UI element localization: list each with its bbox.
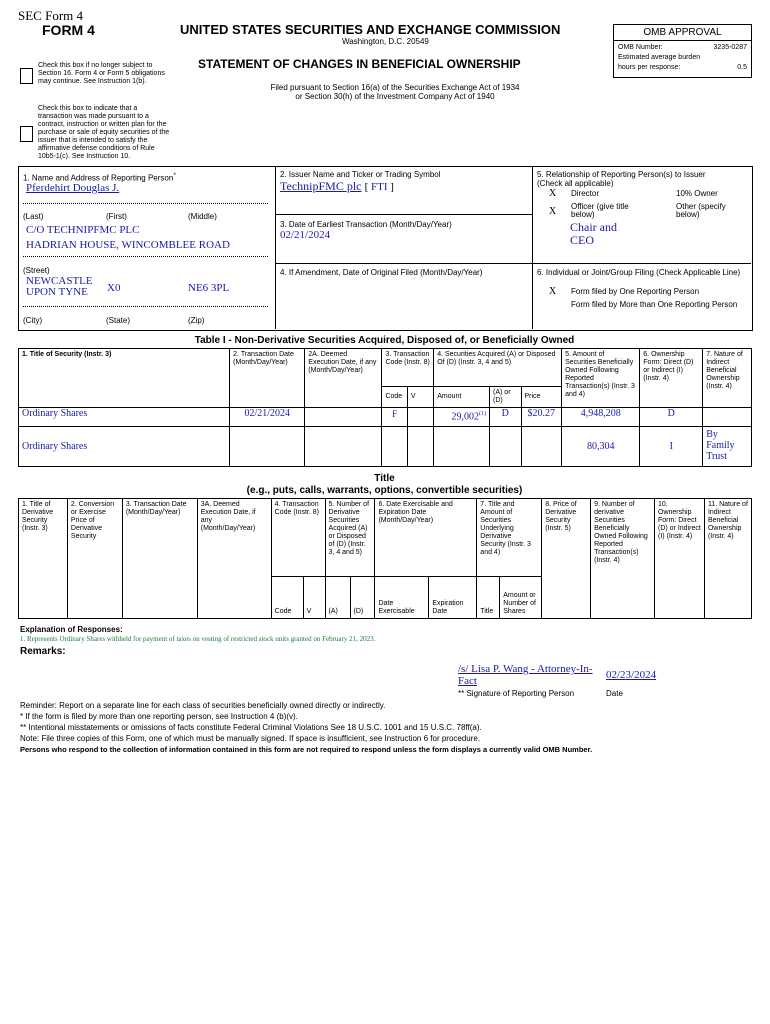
explanation-1: 1. Represents Ordinary Shares withheld for payment of taxes on vesting of restricted stock units granted on February 21, 2023. bbox=[20, 635, 376, 643]
t2-h3a: 3A. Deemed Execution Date, if any (Month/Day/Year) bbox=[197, 499, 271, 619]
commission-title: UNITED STATES SECURITIES AND EXCHANGE COMMISSION bbox=[180, 22, 561, 37]
issuer-line: TechnipFMC plc [ FTI ] bbox=[280, 179, 394, 193]
signature-date: 02/23/2024 bbox=[606, 669, 657, 681]
omb-number: 3235-0287 bbox=[713, 44, 747, 51]
t2-h9: 9. Number of derivative Securities Beneficially Owned Following Reported Transaction(s) (Instr. 4) bbox=[591, 499, 655, 619]
one-person-check[interactable]: X bbox=[549, 286, 557, 297]
t2-amount: Amount or Number of Shares bbox=[500, 577, 542, 619]
table2-title: Title (e.g., puts, calls, warrants, options, convertible securities) bbox=[246, 473, 523, 496]
box5-label: 5. Relationship of Reporting Person(s) to Issuer (Check all applicable) bbox=[537, 170, 706, 188]
note-instruction-4: * If the form is filed by more than one reporting person, see Instruction 4 (b)(v). bbox=[20, 712, 298, 721]
omb-hours: 0.5 bbox=[737, 64, 747, 71]
zip-label: (Zip) bbox=[188, 316, 205, 325]
t1-aord: (A) or (D) bbox=[490, 387, 521, 408]
t1-h1: 1. Title of Security (Instr. 3) bbox=[19, 349, 230, 408]
rule-10b5-checkbox[interactable] bbox=[20, 126, 33, 142]
box3-label: 3. Date of Earliest Transaction (Month/Day/Year) bbox=[280, 220, 452, 229]
t1-h3: 3. Transaction Code (Instr. 8) bbox=[382, 349, 434, 387]
t2-h8: 8. Price of Derivative Security (Instr. 5) bbox=[542, 499, 591, 619]
t1-amount: Amount bbox=[434, 387, 490, 408]
t1-price: Price bbox=[521, 387, 562, 408]
t1-code: Code bbox=[382, 387, 407, 408]
table2 bbox=[18, 498, 752, 619]
director-check[interactable]: X bbox=[549, 188, 557, 199]
form-number: FORM 4 bbox=[42, 22, 95, 38]
t2-h5: 5. Number of Derivative Securities Acquired (A) or Disposed of (D) (Instr. 3, 4 and 5) bbox=[325, 499, 375, 577]
last-label: (Last) bbox=[23, 212, 44, 221]
t2-h4: 4. Transaction Code (Instr. 8) bbox=[271, 499, 325, 577]
t2-h6: 6. Date Exercisable and Expiration Date (Month/Day/Year) bbox=[375, 499, 477, 577]
t1-h7: 7. Nature of Indirect Beneficial Ownership (Instr. 4) bbox=[703, 349, 752, 408]
state-label: (State) bbox=[106, 316, 131, 325]
note-omb: Persons who respond to the collection of information contained in this form are not required to respond unless the form displays a currently valid OMB Number. bbox=[20, 745, 593, 754]
t2-h2: 2. Conversion or Exercise Price of Derivative Security bbox=[67, 499, 122, 619]
zip-value: NE6 3PL bbox=[188, 282, 230, 294]
omb-burden-label: Estimated average burden bbox=[618, 54, 701, 61]
rule-10b5-text: Check this box to indicate that a transaction was made pursuant to a contract, instruction or written plan for the purchase or sale of equity securities of the issuer that is intended to satisfy the affirmative defense conditions of Rule 10b5-1(c). See Instruction 10. bbox=[38, 105, 170, 160]
t1-h4: 4. Securities Acquired (A) or Disposed Of (D) (Instr. 3, 4 and 5) bbox=[434, 349, 562, 387]
no-longer-subject-checkbox[interactable] bbox=[20, 68, 33, 84]
director-label: Director bbox=[571, 189, 600, 198]
t2-h7: 7. Title and Amount of Securities Underlying Derivative Security (Instr. 3 and 4) bbox=[477, 499, 542, 577]
t1-h2: 2. Transaction Date (Month/Day/Year) bbox=[230, 349, 305, 408]
sec-form-label: SEC Form 4 bbox=[18, 8, 84, 23]
city-value: NEWCASTLE UPON TYNE bbox=[26, 275, 93, 298]
t2-expiration: Expiration Date bbox=[429, 577, 477, 619]
middle-label: (Middle) bbox=[188, 212, 217, 221]
officer-title: Chair and CEO bbox=[570, 220, 617, 247]
issuer-name[interactable]: TechnipFMC plc bbox=[280, 179, 362, 193]
table1-title: Table I - Non-Derivative Securities Acquired, Disposed of, or Beneficially Owned bbox=[194, 335, 575, 346]
t2-date-exercisable: Date Exercisable bbox=[375, 577, 429, 619]
box4-label: 4. If Amendment, Date of Original Filed (Month/Day/Year) bbox=[280, 268, 483, 277]
footer-notes bbox=[20, 700, 592, 755]
address-line-2: HADRIAN HOUSE, WINCOMBLEE ROAD bbox=[26, 239, 230, 251]
officer-check[interactable]: X bbox=[549, 206, 557, 217]
omb-number-label: OMB Number: bbox=[618, 44, 663, 51]
more-persons-label: Form filed by More than One Reporting Person bbox=[571, 300, 738, 309]
first-label: (First) bbox=[106, 212, 127, 221]
t2-h1: 1. Title of Derivative Security (Instr. 3) bbox=[19, 499, 68, 619]
address-line-1: C/O TECHNIPFMC PLC bbox=[26, 224, 140, 236]
omb-title: OMB APPROVAL bbox=[614, 25, 751, 41]
box2-label: 2. Issuer Name and Ticker or Trading Symbol bbox=[280, 170, 441, 179]
signature-label: ** Signature of Reporting Person bbox=[458, 689, 575, 698]
commission-city: Washington, D.C. 20549 bbox=[342, 37, 429, 46]
t2-h10: 10. Ownership Form: Direct (D) or Indirect (I) (Instr. 4) bbox=[655, 499, 705, 619]
t1-h6: 6. Ownership Form: Direct (D) or Indirect (I) (Instr. 4) bbox=[640, 349, 703, 408]
box1-label: 1. Name and Address of Reporting Person* bbox=[23, 172, 176, 183]
table-row: Ordinary Shares 02/21/2024 F 29,002$^{(1)}$ D $20.27 4,948,208 D bbox=[19, 408, 752, 427]
statement-title: STATEMENT OF CHANGES IN BENEFICIAL OWNERSHIP bbox=[198, 57, 521, 71]
officer-label: Officer (give title below) bbox=[571, 202, 629, 219]
note-copies: Note: File three copies of this Form, one of which must be manually signed. If space is insufficient, see Instruction 6 for procedure. bbox=[20, 734, 481, 743]
t1-h5: 5. Amount of Securities Beneficially Owned Following Reported Transaction(s) (Instr. 3 and 4) bbox=[562, 349, 640, 408]
city-label: (City) bbox=[23, 316, 43, 325]
t2-a: (A) bbox=[325, 577, 350, 619]
reminder-note: Reminder: Report on a separate line for each class of securities beneficially owned directly or indirectly. bbox=[20, 701, 386, 710]
no-longer-subject-text: Check this box if no longer subject to Section 16. Form 4 or Form 5 obligations may continue. See Instruction 1(b). bbox=[38, 62, 165, 85]
table-row: Ordinary Shares 80,304 I By Family Trust bbox=[19, 427, 752, 467]
filed-pursuant: Filed pursuant to Section 16(a) of the Securities Exchange Act of 1934 or Section 30(h) of the Investment Company Act of 1940 bbox=[270, 83, 520, 101]
box6-label: 6. Individual or Joint/Group Filing (Check Applicable Line) bbox=[537, 268, 741, 277]
reporting-person-name[interactable]: Pferdehirt Douglas J. bbox=[26, 182, 120, 194]
t2-v: V bbox=[303, 577, 325, 619]
ten-percent-owner-label: 10% Owner bbox=[676, 189, 718, 198]
other-label: Other (specify below) bbox=[676, 202, 726, 219]
t2-code: Code bbox=[271, 577, 303, 619]
remarks-label: Remarks: bbox=[20, 646, 66, 657]
t2-d: (D) bbox=[350, 577, 375, 619]
t2-h3: 3. Transaction Date (Month/Day/Year) bbox=[122, 499, 197, 619]
explanation-label: Explanation of Responses: bbox=[20, 625, 123, 634]
ticker-symbol: FTI bbox=[370, 181, 388, 193]
t2-title: Title bbox=[477, 577, 500, 619]
note-violations: ** Intentional misstatements or omissions of facts constitute Federal Criminal Violations See 18 U.S.C. 1001 and 15 U.S.C. 78ff(a). bbox=[20, 723, 482, 732]
t1-v: V bbox=[407, 387, 433, 408]
table1 bbox=[18, 348, 752, 467]
state-value: X0 bbox=[107, 282, 121, 294]
t2-h11: 11. Nature of Indirect Beneficial Ownership (Instr. 4) bbox=[704, 499, 751, 619]
signature: /s/ Lisa P. Wang - Attorney-In-Fact bbox=[458, 663, 593, 687]
date-label: Date bbox=[606, 689, 623, 698]
one-person-label: Form filed by One Reporting Person bbox=[571, 287, 700, 296]
street-label: (Street) bbox=[23, 266, 50, 275]
omb-approval-box bbox=[613, 24, 752, 78]
earliest-transaction-date: 02/21/2024 bbox=[280, 229, 331, 241]
t1-h2a: 2A. Deemed Execution Date, if any (Month/Day/Year) bbox=[305, 349, 382, 408]
omb-hours-label: hours per response: bbox=[618, 64, 681, 71]
